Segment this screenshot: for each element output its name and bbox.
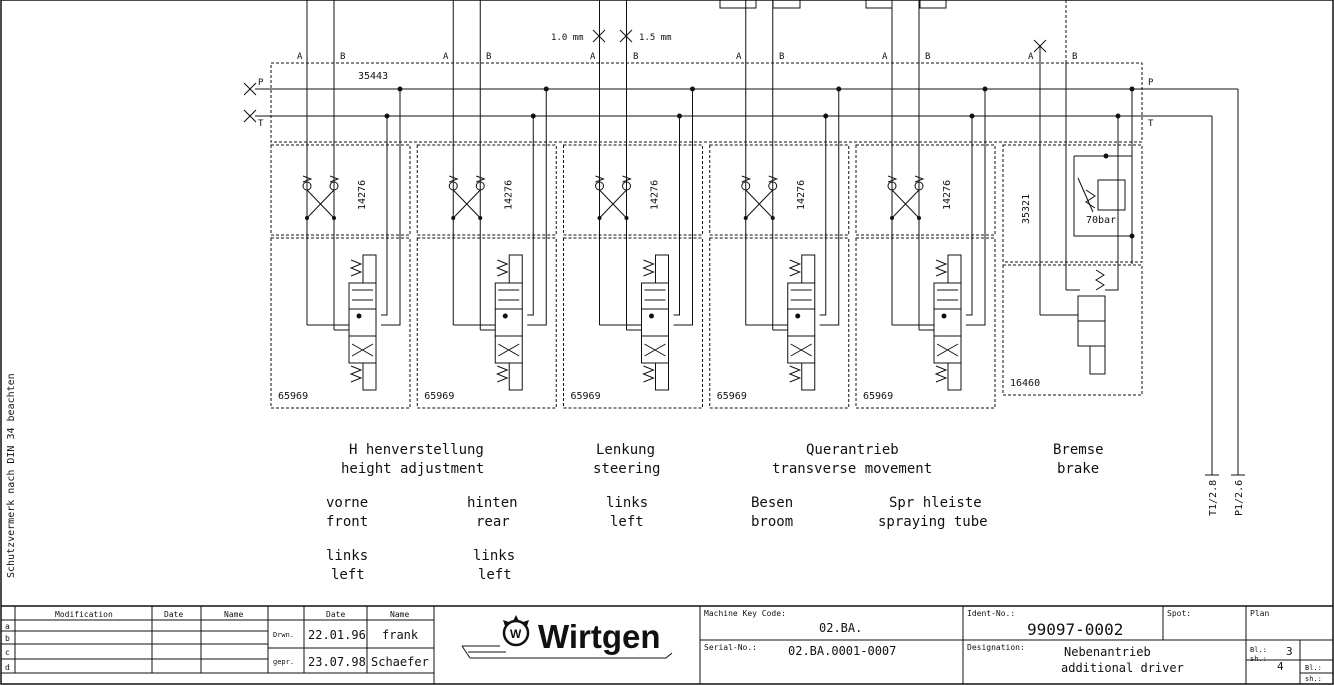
check-block-id: 14276 — [649, 179, 661, 210]
brake-valve-pos1 — [1078, 296, 1105, 321]
machine-key: 02.BA. — [819, 621, 863, 635]
orifice-left-label: 1.0 mm — [551, 33, 584, 43]
front-left-de: links — [326, 548, 369, 564]
pressure-outlet-label: P1/2.6 — [1234, 479, 1245, 516]
valve-pos-2 — [642, 309, 669, 336]
check-cross-icon — [600, 190, 627, 218]
manifold-p-label: P — [258, 78, 264, 88]
directional-valve-block — [856, 238, 995, 408]
directional-valve-block — [564, 238, 703, 408]
valve-pos-1 — [349, 283, 376, 309]
checked-name: Schaefer — [371, 655, 429, 669]
brake-valve-block — [1003, 265, 1142, 395]
drawn-date: 22.01.96 — [308, 628, 366, 642]
port-label: A — [736, 52, 742, 62]
serial: 02.BA.0001-0007 — [788, 644, 897, 658]
spray-en: spraying tube — [878, 514, 988, 530]
port-label: B — [633, 52, 639, 62]
spray-de: Spr hleiste — [889, 495, 982, 511]
valve-pos-1 — [788, 283, 815, 309]
broom-de: Besen — [751, 495, 794, 511]
valve-block-id: 65969 — [570, 391, 601, 402]
tank-outlet-label: T1/2.8 — [1208, 479, 1219, 516]
port-labels — [297, 52, 1077, 62]
transverse-de: Querantrieb — [806, 442, 899, 458]
spring-bottom-icon — [644, 366, 654, 382]
valve-pos-2 — [934, 309, 961, 336]
spring-top-icon — [497, 260, 507, 276]
port-label: B — [925, 52, 931, 62]
serial-label: Serial-No.: — [704, 643, 757, 652]
port-label: B — [486, 52, 492, 62]
solenoid-bottom-icon — [948, 363, 961, 390]
company-name: Wirtgen — [538, 618, 661, 655]
directional-valve-block — [417, 238, 556, 408]
relief-valve-icon — [1098, 180, 1125, 210]
solenoid-top-icon — [363, 255, 376, 283]
brake-de: Bremse — [1053, 442, 1104, 458]
brake-en: brake — [1057, 461, 1100, 477]
rear-en: rear — [476, 514, 510, 530]
solenoid-top-icon — [509, 255, 522, 283]
check-cross-icon — [892, 190, 919, 218]
machine-key-label: Machine Key Code: — [704, 609, 786, 618]
solenoid-bottom-icon — [802, 363, 815, 390]
port-label: B — [340, 52, 346, 62]
steering-de: Lenkung — [596, 442, 656, 458]
manifold-id: 35443 — [358, 71, 389, 82]
ident: 99097-0002 — [1027, 620, 1124, 639]
spring-top-icon — [644, 260, 654, 276]
check-valve-block — [564, 145, 703, 235]
relief-id: 35321 — [1021, 193, 1032, 224]
plan-label: Plan — [1250, 609, 1270, 618]
title-block — [1, 606, 1333, 684]
height-en: height adjustment — [341, 461, 485, 477]
spring-top-icon — [790, 260, 800, 276]
check-valve-block — [856, 145, 995, 235]
valve-pos-2 — [788, 309, 815, 336]
port-label: A — [590, 52, 596, 62]
front-de: vorne — [326, 495, 369, 511]
check-block-id: 14276 — [795, 179, 807, 210]
spring-bottom-icon — [936, 366, 946, 382]
col-name: Name — [224, 610, 244, 619]
valve-block-id: 65969 — [716, 391, 747, 402]
rear-left-en: left — [478, 567, 512, 583]
manifold-t-right: T — [1148, 119, 1154, 129]
check-cross-icon — [746, 190, 773, 218]
transverse-en: transverse movement — [772, 461, 933, 477]
check-cross-icon — [453, 190, 480, 218]
brake-solenoid-icon — [1090, 346, 1105, 374]
actuator-stub-2 — [773, 0, 800, 8]
brake-section — [1003, 40, 1142, 395]
sh-label: sh.: — [1250, 655, 1267, 663]
spring-bottom-icon — [790, 366, 800, 382]
actuator-stub-4 — [920, 0, 946, 8]
actuator-stub-3 — [866, 0, 892, 8]
brake-spring-icon — [1096, 270, 1104, 290]
col-name2: Name — [390, 610, 410, 619]
brake-valve-id: 16460 — [1010, 378, 1041, 389]
solenoid-bottom-icon — [656, 363, 669, 390]
rev-row-d: d — [5, 663, 10, 672]
checked-date: 23.07.98 — [308, 655, 366, 669]
manifold-p-right: P — [1148, 78, 1154, 88]
steer-left-en: left — [610, 514, 644, 530]
protection-note: Schutzvermerk nach DIN 34 beachten — [6, 373, 17, 578]
check-block-id: 14276 — [942, 179, 953, 210]
manifold-t-label: T — [258, 119, 264, 129]
rev-row-c: c — [5, 648, 10, 657]
solenoid-bottom-icon — [363, 363, 376, 390]
spring-top-icon — [936, 260, 946, 276]
check-block-id: 14276 — [503, 179, 515, 210]
ident-label: Ident-No.: — [967, 609, 1016, 618]
function-labels — [326, 442, 1104, 583]
check-cross-icon — [307, 190, 334, 218]
rev-row-b: b — [5, 634, 10, 643]
front-en: front — [326, 514, 369, 530]
solenoid-top-icon — [802, 255, 815, 283]
bl2-label: Bl.: — [1305, 664, 1322, 672]
designation-en: additional driver — [1061, 661, 1184, 675]
port-label: A — [1028, 52, 1034, 62]
steer-left-de: links — [606, 495, 649, 511]
check-block-id: 14276 — [357, 179, 368, 210]
t-plug-icon — [244, 110, 256, 122]
col-date2: Date — [326, 610, 346, 619]
check-valve-block — [271, 145, 410, 235]
valve-pos-1 — [495, 283, 522, 309]
front-left-en: left — [331, 567, 365, 583]
manifold-block — [271, 63, 1142, 142]
p-plug-icon — [244, 83, 256, 95]
brake-valve-pos2 — [1078, 321, 1105, 346]
sh2-label: sh.: — [1305, 675, 1322, 683]
valve-pos-2 — [349, 309, 376, 336]
spring-top-icon — [351, 260, 361, 276]
solenoid-top-icon — [948, 255, 961, 283]
directional-valve-block — [271, 238, 410, 408]
sh-value: 4 — [1277, 660, 1284, 673]
spot-label: Spot: — [1167, 609, 1192, 618]
port-label: B — [1072, 52, 1078, 62]
valve-block-id: 65969 — [424, 391, 455, 402]
valve-block-id: 65969 — [278, 391, 309, 402]
port-label: A — [297, 52, 303, 62]
designation-de: Nebenantrieb — [1064, 645, 1151, 659]
orifice-right-label: 1.5 mm — [639, 33, 672, 43]
port-label: A — [443, 52, 449, 62]
spring-bottom-icon — [497, 366, 507, 382]
bl-value: 3 — [1286, 645, 1293, 658]
valve-block-id: 65969 — [863, 391, 894, 402]
spring-bottom-icon — [351, 366, 361, 382]
height-de: H henverstellung — [349, 442, 484, 458]
solenoid-top-icon — [656, 255, 669, 283]
rear-de: hinten — [467, 495, 518, 511]
port-label: B — [779, 52, 785, 62]
wirtgen-logo — [462, 615, 672, 658]
valve-pos-2 — [495, 309, 522, 336]
directional-valve-block — [710, 238, 849, 408]
rev-row-a: a — [5, 622, 10, 631]
rear-left-de: links — [473, 548, 516, 564]
broom-en: broom — [751, 514, 794, 530]
solenoid-bottom-icon — [509, 363, 522, 390]
valve-pos-1 — [934, 283, 961, 309]
drawing-frame — [1, 0, 1333, 684]
port-label: A — [882, 52, 888, 62]
steering-en: steering — [593, 461, 661, 477]
svg-text:W: W — [510, 627, 522, 641]
col-modification: Modification — [55, 610, 113, 619]
designation-label: Designation: — [967, 643, 1025, 652]
col-date: Date — [164, 610, 184, 619]
valve-pos-1 — [642, 283, 669, 309]
check-valve-block — [417, 145, 556, 235]
relief-pressure: 70bar — [1086, 215, 1117, 226]
actuator-stub-1 — [720, 0, 756, 8]
drawn-label: Drwn. — [273, 631, 295, 639]
checked-label: gepr. — [273, 658, 295, 666]
drawn-name: frank — [382, 628, 419, 642]
bl-label: Bl.: — [1250, 646, 1267, 654]
check-valve-block — [710, 145, 849, 235]
